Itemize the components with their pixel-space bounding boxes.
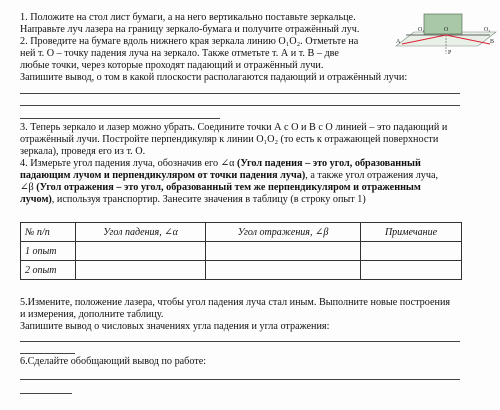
step3-line3: зеркала), проведя его из т. O. <box>20 146 146 157</box>
header-reflection-angle: Угол отражения, ∠β <box>206 223 361 242</box>
label-o: O <box>444 27 449 33</box>
step6-prompt: 6.Сделайте обобщающий вывод по работе: <box>20 356 207 367</box>
answer-line-2[interactable] <box>20 105 460 106</box>
cell-reflection-1[interactable] <box>206 242 361 261</box>
step3-line2: отражённый лучи. Постройте перпендикуляр к линии O₁O₂ (то есть к отражающей поверхности <box>20 134 439 145</box>
row-label-2: 2 опыт <box>21 261 76 280</box>
table-row <box>21 261 462 280</box>
conclusion2-prompt: Запишите вывод о числовых значениях угла падения и угла отражения: <box>20 321 330 332</box>
incidence-definition-cont: падающим лучом и перпендикуляром от точки падения луча) <box>20 170 306 181</box>
beta-symbol: ∠β <box>20 182 34 193</box>
step2-line3: любые точки, через которые проходят падающий и отражённый лучи. <box>20 60 324 71</box>
conclusion1-prompt: Запишите вывод, о том в какой плоскости располагаются падающий и отражённый лучи: <box>20 72 408 83</box>
cell-incidence-2[interactable] <box>76 261 206 280</box>
step5-line2: и измерения, дополните таблицу. <box>20 309 164 320</box>
reflection-definition: (Угол отражения – это угол, образованный тем же перпендикуляром и отраженным <box>36 182 421 193</box>
step5-line1: 5.Измените, положение лазера, чтобы угол падения луча стал иным. Выполните новые построения <box>20 297 451 308</box>
label-a: A <box>396 39 401 45</box>
step3-line1: 3. Теперь зеркало и лазер можно убрать. Соедините точки А с O и В с O линией – это падающий и <box>20 122 448 133</box>
mirror-diagram <box>392 2 498 60</box>
reflection-definition-cont: лучом) <box>20 194 52 205</box>
cell-reflection-2[interactable] <box>206 261 361 280</box>
mirror <box>424 14 462 34</box>
answer-line-6[interactable] <box>20 379 460 380</box>
cell-incidence-1[interactable] <box>76 242 206 261</box>
step1-line2: Направьте луч лазера на границу зеркало-бумага и получите отражённый луч. <box>20 24 360 35</box>
label-p: P <box>448 50 452 56</box>
incidence-definition: (Угол падения – это угол, образованный <box>237 158 421 169</box>
alpha-symbol: ∠α <box>220 158 235 169</box>
step4-intro: 4. Измерьте угол падения луча, обозначив его <box>20 158 219 169</box>
step4-line4 <box>20 194 366 206</box>
label-o2: O₂ <box>484 27 491 33</box>
table-row <box>21 242 462 261</box>
answer-line-7[interactable] <box>20 393 72 394</box>
step2-line1: 2. Проведите на бумаге вдоль нижнего края зеркала линию O₁O₂. Отметьте на <box>20 36 359 47</box>
cell-notes-2[interactable] <box>361 261 462 280</box>
cell-notes-1[interactable] <box>361 242 462 261</box>
step4-line3 <box>20 182 421 194</box>
step1-line1: 1. Положите на стол лист бумаги, а на него вертикально поставьте зеркальце. <box>20 12 356 23</box>
answer-line-3[interactable] <box>20 118 220 119</box>
answer-line-5[interactable] <box>20 353 75 354</box>
step4-instruction: , используя транспортир. Занесите значения в таблицу (в строку опыт 1) <box>51 194 366 205</box>
row-label-1: 1 опыт <box>21 242 76 261</box>
step4-line2 <box>20 170 438 182</box>
answer-line-1[interactable] <box>20 93 460 94</box>
table-header-row <box>21 223 462 242</box>
label-o1: O₁ <box>418 27 425 33</box>
answer-line-4[interactable] <box>20 341 460 342</box>
results-table <box>20 222 462 280</box>
step2-line2: ней т. O – точку падения луча на зеркало. Также отметьте т. А и т. В – две <box>20 48 339 59</box>
step4-reflection-intro: , а также угол отражения луча, <box>305 170 439 181</box>
step4-line1 <box>20 158 421 170</box>
header-number: № п/п <box>21 223 76 242</box>
label-b: B <box>490 39 495 45</box>
header-notes: Примечание <box>361 223 462 242</box>
header-incidence-angle: Угол падения, ∠α <box>76 223 206 242</box>
